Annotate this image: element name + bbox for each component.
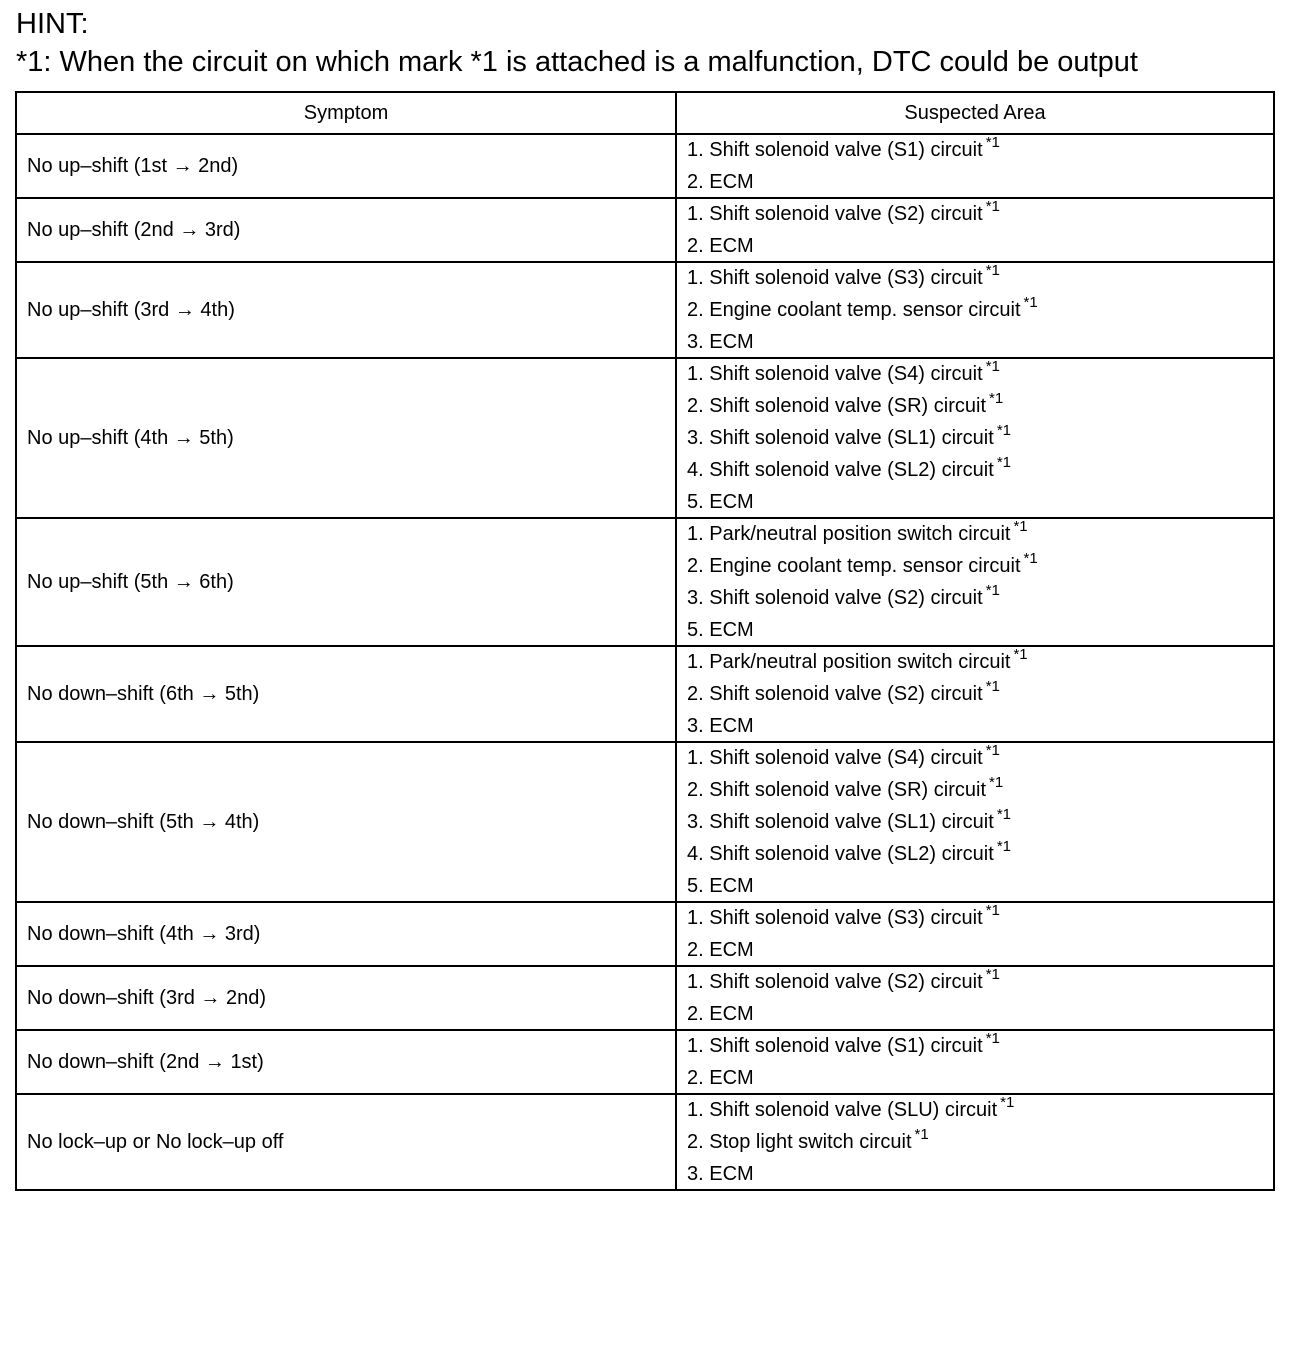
table-header-row — [16, 92, 1274, 134]
suspected-area-item — [687, 295, 1263, 327]
table-row — [16, 358, 1274, 518]
suspected-area-item — [687, 231, 1263, 261]
symptom-cell: No up–shift (4th → 5th) — [16, 358, 676, 518]
hint-title: HINT: — [16, 8, 89, 40]
table-row — [16, 1094, 1274, 1190]
suspected-area-text: 2. ECM — [687, 235, 754, 257]
suspected-area-text: 3. Shift solenoid valve (SL1) circuit — [687, 811, 994, 833]
suspected-area-text: 1. Park/neutral position switch circuit — [687, 523, 1011, 545]
header-suspected-area: Suspected Area — [676, 92, 1274, 134]
suspected-area-cell — [676, 966, 1274, 1030]
dtc-mark: *1 — [1023, 294, 1038, 311]
table-row — [16, 518, 1274, 646]
suspected-area-text: 1. Shift solenoid valve (S4) circuit — [687, 747, 983, 769]
suspected-area-item — [687, 263, 1263, 295]
suspected-area-cell — [676, 902, 1274, 966]
suspected-area-item — [687, 487, 1263, 517]
suspected-area-text: 3. ECM — [687, 331, 754, 353]
suspected-area-item — [687, 1031, 1263, 1063]
suspected-area-text: 2. Engine coolant temp. sensor circuit — [687, 555, 1021, 577]
suspected-area-item — [687, 967, 1263, 999]
suspected-area-text: 2. Shift solenoid valve (S2) circuit — [687, 683, 983, 705]
suspected-area-item — [687, 903, 1263, 935]
suspected-area-cell — [676, 518, 1274, 646]
table-row — [16, 198, 1274, 262]
dtc-mark: *1 — [1023, 550, 1038, 567]
suspected-area-text: 1. Shift solenoid valve (S1) circuit — [687, 1035, 983, 1057]
dtc-mark: *1 — [996, 454, 1011, 471]
suspected-area-item — [687, 551, 1263, 583]
symptom-cell: No down–shift (3rd → 2nd) — [16, 966, 676, 1030]
suspected-area-item — [687, 1095, 1263, 1127]
symptom-cell: No down–shift (6th → 5th) — [16, 646, 676, 742]
header-symptom: Symptom — [16, 92, 676, 134]
suspected-area-text: 1. Shift solenoid valve (S2) circuit — [687, 203, 983, 225]
dtc-mark: *1 — [985, 582, 1000, 599]
suspected-area-item — [687, 199, 1263, 231]
suspected-area-text: 2. ECM — [687, 1003, 754, 1025]
suspected-area-text: 3. ECM — [687, 1163, 754, 1185]
suspected-area-item — [687, 1063, 1263, 1093]
table-row — [16, 134, 1274, 198]
suspected-area-item — [687, 999, 1263, 1029]
dtc-mark: *1 — [989, 390, 1004, 407]
suspected-area-item — [687, 391, 1263, 423]
suspected-area-item — [687, 1159, 1263, 1189]
suspected-area-item — [687, 839, 1263, 871]
dtc-mark: *1 — [985, 1030, 1000, 1047]
dtc-mark: *1 — [985, 134, 1000, 151]
suspected-area-text: 2. ECM — [687, 939, 754, 961]
dtc-mark: *1 — [1000, 1094, 1015, 1111]
symptom-cell: No up–shift (5th → 6th) — [16, 518, 676, 646]
suspected-area-text: 1. Shift solenoid valve (S4) circuit — [687, 363, 983, 385]
suspected-area-text: 1. Shift solenoid valve (S1) circuit — [687, 139, 983, 161]
suspected-area-item — [687, 743, 1263, 775]
table-row — [16, 902, 1274, 966]
suspected-area-item — [687, 807, 1263, 839]
suspected-area-item — [687, 679, 1263, 711]
dtc-mark: *1 — [1013, 646, 1028, 663]
suspected-area-item — [687, 935, 1263, 965]
suspected-area-cell — [676, 742, 1274, 902]
suspected-area-text: 2. Shift solenoid valve (SR) circuit — [687, 395, 987, 417]
suspected-area-text: 3. Shift solenoid valve (S2) circuit — [687, 587, 983, 609]
suspected-area-text: 5. ECM — [687, 619, 754, 641]
suspected-area-cell — [676, 1094, 1274, 1190]
dtc-mark: *1 — [996, 838, 1011, 855]
suspected-area-text: 1. Shift solenoid valve (SLU) circuit — [687, 1099, 998, 1121]
suspected-area-cell — [676, 134, 1274, 198]
suspected-area-cell — [676, 646, 1274, 742]
dtc-mark: *1 — [985, 678, 1000, 695]
suspected-area-item — [687, 615, 1263, 645]
suspected-area-item — [687, 423, 1263, 455]
suspected-area-item — [687, 647, 1263, 679]
suspected-area-cell — [676, 358, 1274, 518]
dtc-mark: *1 — [985, 198, 1000, 215]
hint-note: *1: When the circuit on which mark *1 is attached is a malfunction, DTC could be output — [16, 46, 1138, 78]
suspected-area-text: 2. Shift solenoid valve (SR) circuit — [687, 779, 987, 801]
hint-block — [16, 6, 1138, 82]
symptom-cell: No down–shift (2nd → 1st) — [16, 1030, 676, 1094]
suspected-area-text: 2. Engine coolant temp. sensor circuit — [687, 299, 1021, 321]
symptom-cell: No up–shift (1st → 2nd) — [16, 134, 676, 198]
suspected-area-text: 1. Shift solenoid valve (S3) circuit — [687, 267, 983, 289]
dtc-mark: *1 — [985, 358, 1000, 375]
suspected-area-text: 1. Shift solenoid valve (S2) circuit — [687, 971, 983, 993]
suspected-area-item — [687, 711, 1263, 741]
dtc-mark: *1 — [996, 806, 1011, 823]
suspected-area-item — [687, 583, 1263, 615]
suspected-area-item — [687, 1127, 1263, 1159]
table-row — [16, 262, 1274, 358]
symptom-cell: No up–shift (2nd → 3rd) — [16, 198, 676, 262]
suspected-area-cell — [676, 262, 1274, 358]
suspected-area-text: 5. ECM — [687, 875, 754, 897]
table-body — [16, 134, 1274, 1190]
dtc-mark: *1 — [989, 774, 1004, 791]
symptom-cell: No down–shift (5th → 4th) — [16, 742, 676, 902]
suspected-area-text: 5. ECM — [687, 491, 754, 513]
suspected-area-item — [687, 871, 1263, 901]
suspected-area-cell — [676, 1030, 1274, 1094]
suspected-area-item — [687, 775, 1263, 807]
dtc-mark: *1 — [985, 902, 1000, 919]
table-row — [16, 646, 1274, 742]
dtc-mark: *1 — [985, 966, 1000, 983]
symptom-cell: No down–shift (4th → 3rd) — [16, 902, 676, 966]
suspected-area-text: 3. Shift solenoid valve (SL1) circuit — [687, 427, 994, 449]
table-row — [16, 742, 1274, 902]
suspected-area-item — [687, 519, 1263, 551]
symptom-cell: No lock–up or No lock–up off — [16, 1094, 676, 1190]
dtc-mark: *1 — [985, 262, 1000, 279]
suspected-area-cell — [676, 198, 1274, 262]
suspected-area-text: 3. ECM — [687, 715, 754, 737]
dtc-mark: *1 — [985, 742, 1000, 759]
dtc-mark: *1 — [1013, 518, 1028, 535]
suspected-area-text: 4. Shift solenoid valve (SL2) circuit — [687, 843, 994, 865]
suspected-area-text: 4. Shift solenoid valve (SL2) circuit — [687, 459, 994, 481]
suspected-area-text: 2. Stop light switch circuit — [687, 1131, 912, 1153]
suspected-area-item — [687, 455, 1263, 487]
dtc-mark: *1 — [914, 1126, 929, 1143]
symptom-cell: No up–shift (3rd → 4th) — [16, 262, 676, 358]
suspected-area-text: 2. ECM — [687, 1067, 754, 1089]
suspected-area-text: 1. Park/neutral position switch circuit — [687, 651, 1011, 673]
suspected-area-item — [687, 359, 1263, 391]
suspected-area-item — [687, 327, 1263, 357]
suspected-area-item — [687, 135, 1263, 167]
table-row — [16, 966, 1274, 1030]
table-row — [16, 1030, 1274, 1094]
dtc-mark: *1 — [996, 422, 1011, 439]
symptom-table — [15, 91, 1275, 1191]
suspected-area-item — [687, 167, 1263, 197]
suspected-area-text: 2. ECM — [687, 171, 754, 193]
suspected-area-text: 1. Shift solenoid valve (S3) circuit — [687, 907, 983, 929]
